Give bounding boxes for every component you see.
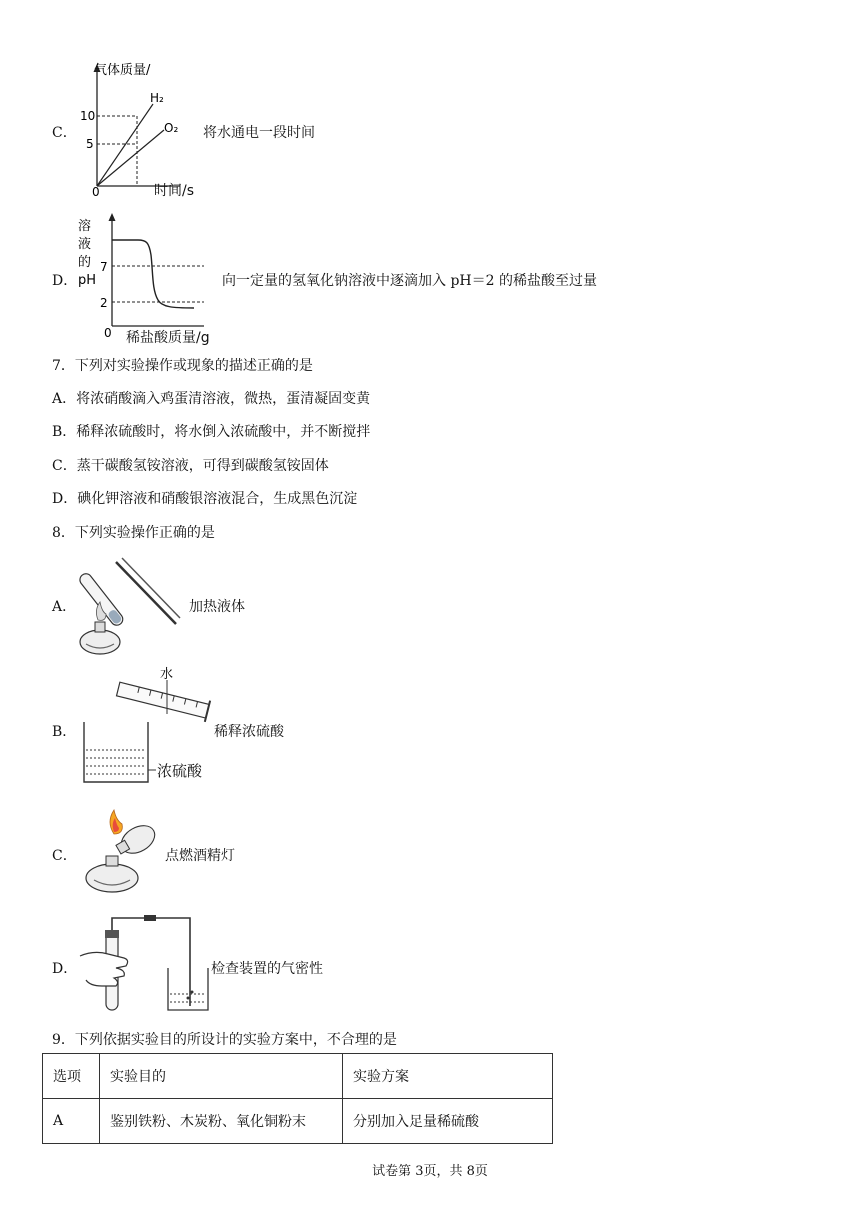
o2-label: O₂ — [164, 121, 179, 135]
x-axis-label-time: 时间/s — [154, 183, 195, 199]
experiment-table — [42, 1053, 553, 1144]
y-label-1: 溶 — [78, 219, 92, 234]
gas-mass-graph — [80, 58, 190, 196]
q8-a-caption: 加热液体 — [189, 599, 245, 615]
tick-2: 2 — [100, 296, 108, 310]
x-axis-label-acid: 稀盐酸质量/g — [126, 330, 210, 346]
q7-option-b: B．稀释浓硫酸时，将水倒入浓硫酸中，并不断搅拌 — [52, 424, 371, 440]
q8-b-caption: 稀释浓硫酸 — [214, 724, 284, 740]
ph-curve-graph — [76, 210, 226, 345]
tick-5: 5 — [86, 137, 94, 151]
o2-line — [97, 130, 164, 186]
lighting-lamp-image — [76, 806, 176, 898]
y-label-3: 的 — [78, 255, 92, 270]
q8-stem: 8．下列实验操作正确的是 — [52, 525, 215, 541]
origin-label: 0 — [104, 326, 112, 340]
q7-option-d: D．碘化钾溶液和硝酸银溶液混合，生成黑色沉淀 — [52, 491, 358, 507]
tick-10: 10 — [80, 109, 96, 123]
q7-option-c: C．蒸干碳酸氢铵溶液，可得到碳酸氢铵固体 — [52, 458, 329, 474]
heating-liquid-image — [76, 552, 186, 660]
q8-d-caption: 检查装置的气密性 — [211, 961, 323, 977]
q8-c-letter: C． — [52, 848, 77, 864]
page-footer: 试卷第 3页，共 8页 — [372, 1164, 488, 1179]
q8-b-letter: B． — [52, 724, 77, 740]
y-label-2: 液 — [78, 237, 92, 252]
y-label-4: pH — [78, 273, 97, 288]
header-plan: 实验方案 — [343, 1054, 553, 1099]
airtightness-check-image — [76, 912, 211, 1014]
h2-label: H₂ — [150, 91, 164, 105]
water-label: 水 — [160, 667, 174, 682]
option-c-desc: 将水通电一段时间 — [203, 125, 315, 141]
option-d-letter: D． — [52, 273, 78, 289]
ph-curve — [112, 240, 194, 308]
option-d-desc: 向一定量的氢氧化钠溶液中逐滴加入 pH＝2 的稀盐酸至过量 — [222, 273, 597, 289]
q9-stem: 9．下列依据实验目的所设计的实验方案中，不合理的是 — [52, 1032, 397, 1048]
tick-7: 7 — [100, 260, 108, 274]
header-option: 选项 — [43, 1054, 100, 1099]
q8-a-letter: A． — [52, 599, 77, 615]
acid-label: 浓硫酸 — [157, 762, 203, 780]
q8-c-caption: 点燃酒精灯 — [165, 848, 235, 864]
cell-option: A — [43, 1099, 100, 1144]
q7-stem: 7．下列对实验操作或现象的描述正确的是 — [52, 358, 313, 374]
option-c-letter: C． — [52, 125, 77, 141]
header-purpose: 实验目的 — [100, 1054, 343, 1099]
cell-plan: 分别加入足量稀硫酸 — [343, 1099, 553, 1144]
q7-option-a: A．将浓硝酸滴入鸡蛋清溶液，微热，蛋清凝固变黄 — [52, 391, 371, 407]
q8-d-letter: D． — [52, 961, 78, 977]
y-axis-label: 气体质量/ — [94, 63, 151, 78]
origin-label: 0 — [92, 185, 100, 196]
cell-purpose: 鉴别铁粉、木炭粉、氧化铜粉末 — [100, 1099, 343, 1144]
table-header-row — [43, 1054, 553, 1099]
table-row — [43, 1099, 553, 1144]
